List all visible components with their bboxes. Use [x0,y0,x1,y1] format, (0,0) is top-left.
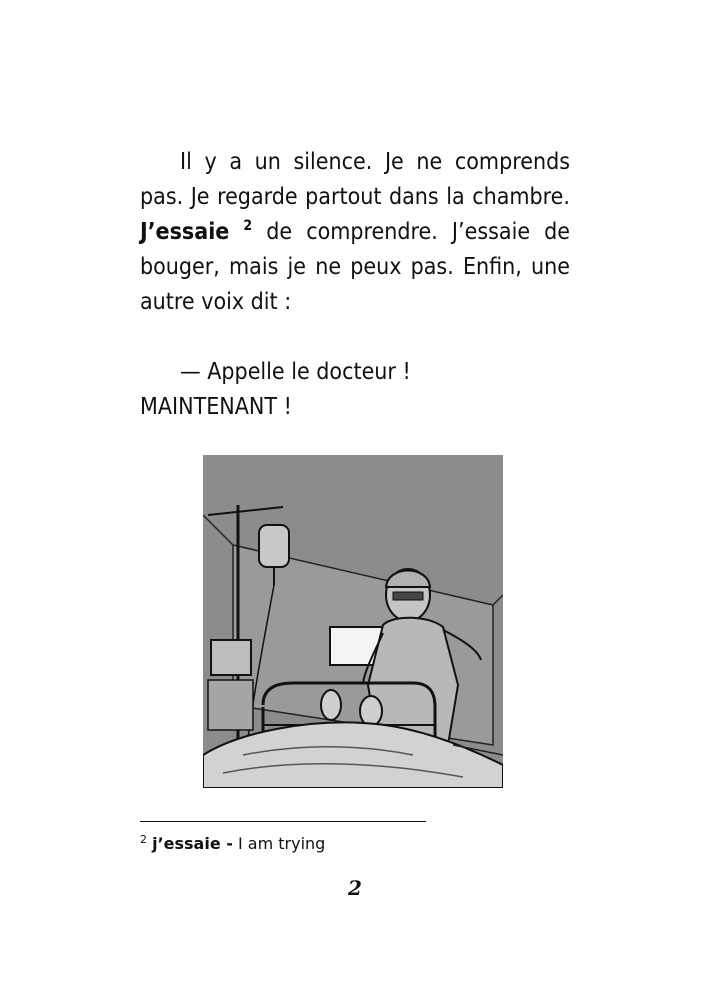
story-text [140,145,570,425]
hospital-room-drawing [203,455,503,788]
dialogue-line: — Appelle le docteur ! [180,359,411,385]
footnote-term: j’essaie - [152,834,233,853]
vocab-word: J’essaie [140,219,230,245]
paragraph-text-end: de comprendre. J’essaie de bouger, mais je ne peux pas. Enfin, une autre voix dit : [140,219,571,315]
footnote-divider [140,821,426,822]
footnote [140,834,325,853]
paragraph-silence [140,145,570,320]
footnote-translation: I am trying [232,834,326,853]
hospital-illustration [203,455,503,788]
footnote-reference: 2 [243,218,253,234]
paragraph-text-start: Il y a un silence. Je ne comprends pas. Je regarde partout dans la chambre. [140,149,570,210]
page-number: 2 [348,876,362,900]
shout-line: MAINTENANT ! [140,394,292,420]
footnote-number: 2 [140,833,147,846]
